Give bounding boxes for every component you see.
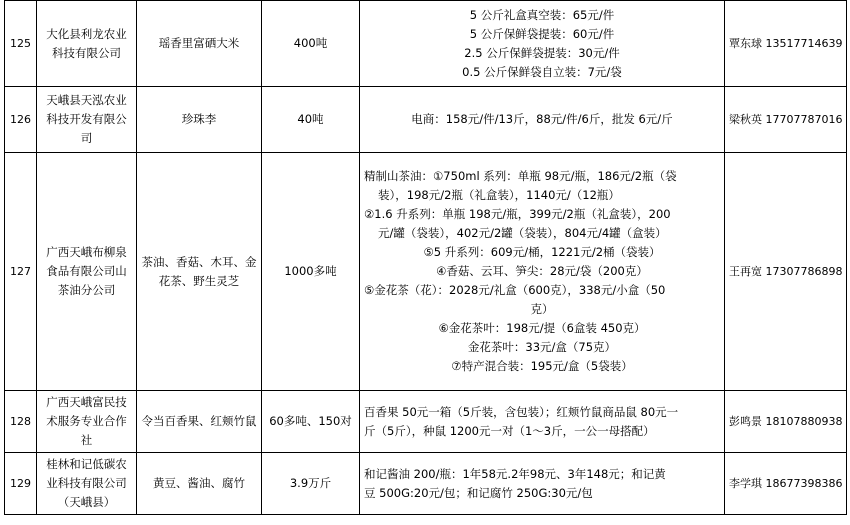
table-row (5, 1, 847, 87)
table-row (5, 87, 847, 153)
row-number: 128 (5, 391, 37, 453)
price-line: 0.5 公斤保鲜袋自立装：7元/袋 (462, 64, 622, 79)
row-number: 125 (5, 1, 37, 87)
price-line: 元/罐（袋装），402元/2罐（袋装），804元/4罐（盒装） (378, 226, 667, 240)
price-line: 百香果 50元一箱（5斤装，含包装）；红颊竹鼠商品鼠 80元一 (364, 404, 679, 419)
row-number: 126 (5, 87, 37, 153)
table-row (5, 453, 847, 515)
supply-quantity: 3.9万斤 (262, 453, 360, 515)
product-name: 黄豆、酱油、腐竹 (137, 453, 262, 515)
price-line: ⑤金花茶（花）：2028元/礼盒（600克），338元/小盒（50 (364, 283, 666, 297)
company-name: 桂林和记低碳农业科技有限公司（天峨县） (37, 453, 137, 515)
price-info (360, 391, 725, 453)
supply-quantity: 400吨 (262, 1, 360, 87)
price-line: ⑥金花茶叶：198元/提（6盒装 450克） (438, 321, 646, 335)
price-line: ⑦特产混合装：195元/盒（5袋装） (451, 359, 633, 373)
price-line: 豆 500G:20元/包；和记腐竹 250G:30元/包 (364, 485, 593, 500)
price-info (360, 1, 725, 87)
product-name: 令当百香果、红颊竹鼠 (137, 391, 262, 453)
price-line: 5 公斤保鲜袋提装：60元/件 (469, 26, 615, 41)
row-number: 127 (5, 153, 37, 391)
price-line: 电商：158元/件/13斤，88元/件/6斤，批发 6元/斤 (411, 112, 673, 126)
supply-quantity: 1000多吨 (262, 153, 360, 391)
price-line: 克） (530, 302, 554, 316)
contact-info: 李学琪 18677398386 (725, 453, 847, 515)
price-line: ④香菇、云耳、笋尖：28元/袋（200克） (436, 264, 648, 278)
product-price-table (4, 0, 847, 515)
contact-info: 覃东球 13517714639 (725, 1, 847, 87)
price-line: ⑤5 升系列：609元/桶，1221元/2桶（袋装） (423, 245, 661, 259)
product-name: 珍珠李 (137, 87, 262, 153)
price-line: 装），198元/2瓶（礼盒装），1140元/（12瓶） (378, 188, 620, 202)
product-name: 瑶香里富硒大米 (137, 1, 262, 87)
contact-info: 彭鸣景 18107880938 (725, 391, 847, 453)
product-name: 茶油、香菇、木耳、金花茶、野生灵芝 (137, 153, 262, 391)
company-name: 天峨县天泓农业科技开发有限公司 (37, 87, 137, 153)
price-line: 精制山茶油：①750ml 系列：单瓶 98元/瓶，186元/2瓶（袋 (364, 169, 677, 183)
price-info (360, 87, 725, 153)
price-line: 斤（5斤），种鼠 1200元一对（1～3斤，一公一母搭配） (364, 423, 655, 438)
price-info (360, 153, 725, 391)
table-row (5, 391, 847, 453)
price-line: 2.5 公斤保鲜袋提装：30元/件 (464, 45, 620, 60)
company-name: 广西天峨布柳泉食品有限公司山茶油分公司 (37, 153, 137, 391)
table-row (5, 153, 847, 391)
price-line: 金花茶叶：33元/盒（75克） (467, 340, 617, 354)
price-line: 和记酱油 200/瓶：1年58元.2年98元、3年148元；和记黄 (364, 466, 666, 481)
company-name: 广西天峨富民技术服务专业合作社 (37, 391, 137, 453)
price-line: 5 公斤礼盒真空装：65元/件 (469, 7, 615, 22)
supply-quantity: 40吨 (262, 87, 360, 153)
contact-info: 梁秋英 17707787016 (725, 87, 847, 153)
contact-info: 王再宽 17307786898 (725, 153, 847, 391)
price-line: ②1.6 升系列：单瓶 198元/瓶，399元/2瓶（礼盒装），200 (364, 207, 671, 221)
price-info (360, 453, 725, 515)
company-name: 大化县利龙农业科技有限公司 (37, 1, 137, 87)
row-number: 129 (5, 453, 37, 515)
supply-quantity: 60多吨、150对 (262, 391, 360, 453)
